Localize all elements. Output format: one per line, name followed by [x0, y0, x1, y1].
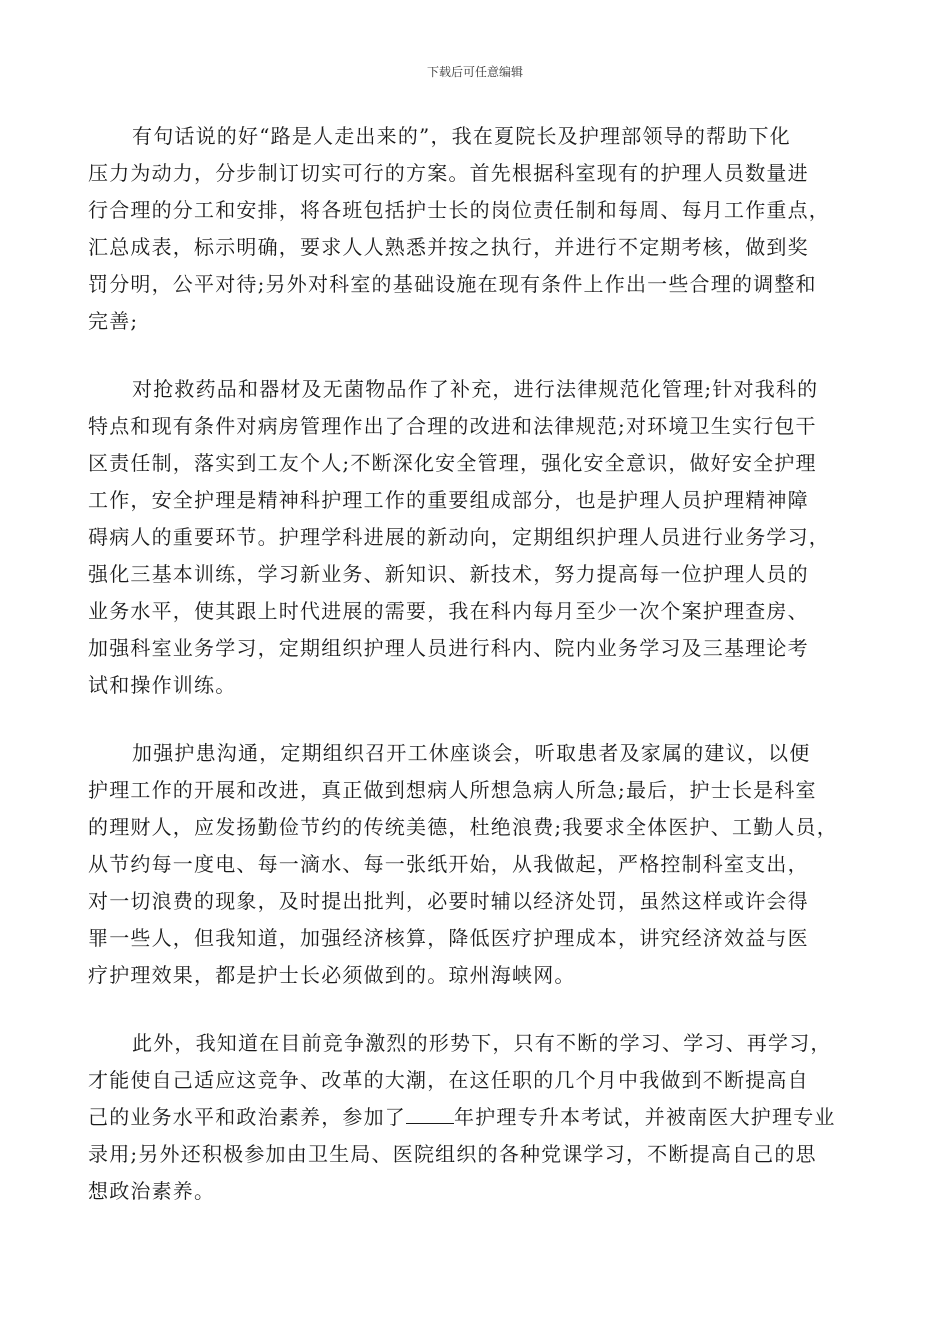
text-line: 汇总成表，标示明确，要求人人熟悉并按之执行，并进行不定期考核，做到奖 [88, 235, 809, 259]
text-line: 此外，我知道在目前竞争激烈的形势下，只有不断的学习、学习、再学习， [132, 1031, 832, 1055]
document-body [88, 118, 870, 1241]
text-line: 对一切浪费的现象，及时提出批判，必要时辅以经济处罚，虽然这样或许会得 [88, 889, 809, 913]
text-line: 碍病人的重要环节。护理学科进展的新动向，定期组织护理人员进行业务学习， [88, 525, 830, 549]
paragraph-1 [88, 118, 870, 340]
text-line: 录用;另外还积极参加由卫生局、医院组织的各种党课学习，不断提高自己的思 [88, 1142, 817, 1166]
paragraph-4 [88, 1025, 870, 1210]
text-line: 有句话说的好“路是人走出来的”，我在夏院长及护理部领导的帮助下化 [132, 124, 791, 148]
text-line: 完善; [88, 309, 139, 333]
text-line: 特点和现有条件对病房管理作出了合理的改进和法律规范;对环境卫生实行包干 [88, 414, 817, 438]
paragraph-3 [88, 735, 870, 994]
text-line: 的理财人，应发扬勤俭节约的传统美德，杜绝浪费;我要求全体医护、工勤人员， [88, 815, 838, 839]
text-line: 从节约每一度电、每一滴水、每一张纸开始，从我做起，严格控制科室支出， [88, 852, 809, 876]
text-line: 行合理的分工和安排，将各班包括护士长的岗位责任制和每周、每月工作重点， [88, 198, 830, 222]
text-line: 加强科室业务学习，定期组织护理人员进行科内、院内业务学习及三基理论考 [88, 636, 809, 660]
paragraph-2 [88, 371, 870, 704]
text-segment: 年护理专升本考试，并被南医大护理专业 [454, 1105, 836, 1129]
text-line: 想政治素养。 [88, 1179, 216, 1203]
text-line: 护理工作的开展和改进，真正做到想病人所想急病人所急;最后，护士长是科室 [88, 778, 817, 802]
text-line: 对抢救药品和器材及无菌物品作了补充，进行法律规范化管理;针对我科的 [132, 377, 819, 401]
text-line: 工作，安全护理是精神科护理工作的重要组成部分，也是护理人员护理精神障 [88, 488, 809, 512]
text-line: 业务水平，使其跟上时代进展的需要，我在科内每月至少一次个案护理查房、 [88, 599, 809, 623]
text-line: 加强护患沟通，定期组织召开工休座谈会，听取患者及家属的建议，以便 [132, 741, 811, 765]
text-line: 试和操作训练。 [88, 673, 237, 697]
text-line-with-blank [88, 1099, 870, 1136]
text-line: 强化三基本训练，学习新业务、新知识、新技术，努力提高每一位护理人员的 [88, 562, 809, 586]
text-line: 罚分明，公平对待;另外对科室的基础设施在现有条件上作出一些合理的调整和 [88, 272, 817, 296]
text-line: 疗护理效果，都是护士长必须做到的。琼州海峡网。 [88, 963, 576, 987]
page-header: 下载后可任意编辑 [426, 65, 523, 79]
text-line: 压力为动力，分步制订切实可行的方案。首先根据科室现有的护理人员数量进 [88, 161, 809, 185]
text-segment: 己的业务水平和政治素养，参加了 [88, 1105, 406, 1129]
text-line: 才能使自己适应这竞争、改革的大潮，在这任职的几个月中我做到不断提高自 [88, 1068, 809, 1092]
text-line: 区责任制，落实到工友个人;不断深化安全管理，强化安全意识，做好安全护理 [88, 451, 817, 475]
fill-in-blank [406, 1105, 454, 1124]
text-line: 罪一些人，但我知道，加强经济核算，降低医疗护理成本，讲究经济效益与医 [88, 926, 809, 950]
